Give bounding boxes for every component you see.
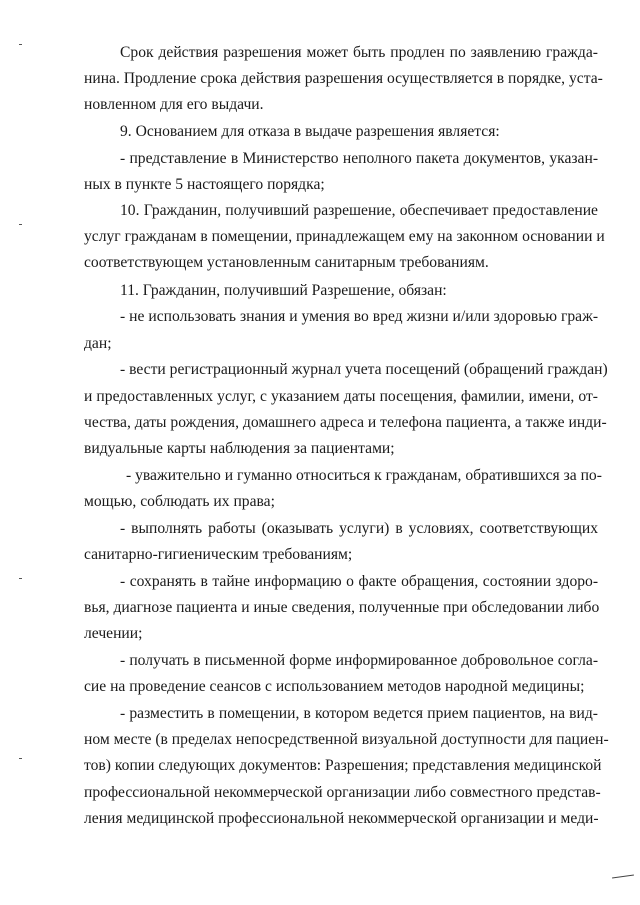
scan-mark: [19, 224, 22, 225]
text-line: лечении;: [84, 625, 143, 642]
text-line: видуальные карты наблюдения за пациентами;: [84, 440, 395, 457]
text-line: профессиональной некоммерческой организации либо совместного представ-: [84, 784, 601, 801]
text-line: - представление в Министерство неполного пакета документов, указан-: [120, 150, 599, 167]
text-line: 11. Гражданин, получивший Разрешение, обязан:: [120, 282, 447, 299]
text-line: вья, диагнозе пациента и иные сведения, полученные при обследовании либо: [84, 599, 600, 616]
scan-mark: [612, 874, 634, 878]
text-line: ления медицинской профессиональной некоммерческой организации и меди-: [84, 810, 599, 827]
text-line: - не использовать знания и умения во вред жизни и/или здоровью граж-: [120, 308, 599, 325]
text-line: - вести регистрационный журнал учета посещений (обращений граждан): [120, 361, 608, 378]
text-line: дан;: [84, 335, 112, 352]
text-line: санитарно-гигиеническим требованиям;: [84, 546, 353, 563]
text-line: новленном для его выдачи.: [84, 96, 264, 113]
scan-mark: [19, 44, 22, 45]
text-line: соответствующем установленным санитарным требованиям.: [84, 254, 489, 271]
text-line: чества, даты рождения, домашнего адреса и телефона пациента, а также инди-: [84, 414, 607, 431]
text-line: - разместить в помещении, в котором ведется прием пациентов, на вид-: [120, 705, 598, 722]
text-line: ном месте (в пределах непосредственной визуальной доступности для пациен-: [84, 731, 609, 748]
scan-mark: [19, 758, 22, 759]
text-line: сие на проведение сеансов с использованием методов народной медицины;: [84, 678, 585, 695]
text-line: - выполнять работы (оказывать услуги) в условиях, соответствующих: [120, 520, 599, 537]
scan-mark: [19, 578, 22, 579]
text-line: и предоставленных услуг, с указанием даты посещения, фамилии, имени, от-: [84, 388, 598, 405]
text-line: - получать в письменной форме информированное добровольное согла-: [120, 652, 599, 669]
text-line: - сохранять в тайне информацию о факте обращения, состоянии здоро-: [120, 573, 599, 590]
text-line: ных в пункте 5 настоящего порядка;: [84, 176, 325, 193]
text-line: Срок действия разрешения может быть продлен по заявлению гражда-: [120, 44, 598, 61]
text-line: тов) копии следующих документов: Разрешения; представления медицинской: [84, 757, 602, 774]
text-line: - уважительно и гуманно относиться к гражданам, обратившихся за по-: [126, 467, 602, 484]
text-line: 10. Гражданин, получивший разрешение, обеспечивает предоставление: [120, 202, 598, 219]
text-line: услуг гражданам в помещении, принадлежащем ему на законном основании и: [84, 228, 605, 245]
text-line: 9. Основанием для отказа в выдаче разрешения является:: [120, 123, 500, 140]
text-line: нина. Продление срока действия разрешения осуществляется в порядке, уста-: [84, 70, 603, 87]
text-line: мощью, соблюдать их права;: [84, 493, 275, 510]
